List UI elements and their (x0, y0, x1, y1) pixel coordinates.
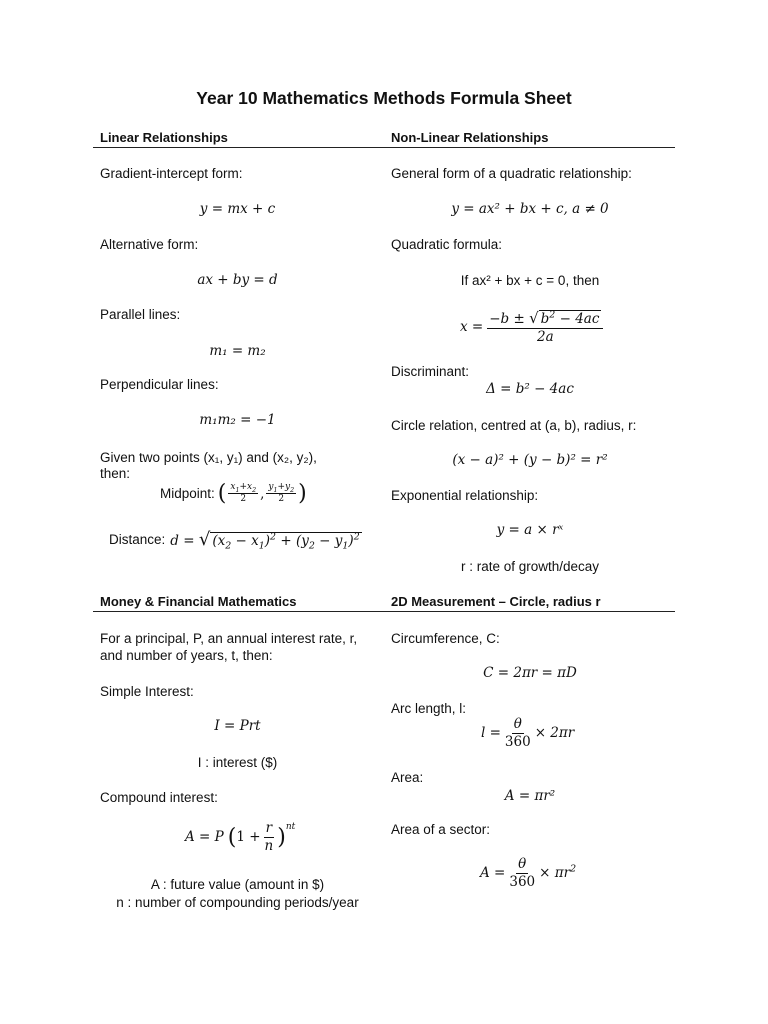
section-divider-top (93, 147, 675, 148)
gradient-intercept-formula: y = mx + c (199, 201, 276, 217)
alternative-form-label: Alternative form: (100, 237, 199, 252)
circle-relation-label: Circle relation, centred at (a, b), radius, r: (391, 418, 637, 433)
parallel-lines-label: Parallel lines: (100, 307, 181, 322)
circumference-formula: C = 2πr = πD (483, 665, 577, 681)
arc-length-label: Arc length, l: (391, 701, 467, 716)
heading-linear-relationships: Linear Relationships (100, 130, 228, 145)
money-intro-line-1: For a principal, P, an annual interest rate, r, (100, 631, 358, 646)
area-formula: A = πr² (504, 788, 556, 804)
distance-row (109, 529, 362, 550)
rate-note: r : rate of growth/decay (460, 559, 600, 574)
quadratic-formula: x = $\frac{-b \pm √ b^2 - 4ac}{2a}$ (460, 309, 605, 346)
circumference-label: Circumference, C: (391, 631, 500, 646)
exponential-label: Exponential relationship: (391, 488, 539, 503)
midpoint-row (160, 481, 307, 506)
two-points-text: Given two points (x₁, y₁) and (x₂, y₂), (100, 450, 317, 465)
future-value-note: A : future value (amount in $) (150, 877, 325, 892)
compounding-periods-note: n : number of compounding periods/year (116, 895, 359, 910)
quadratic-general-formula: y = ax² + bx + c, a ≠ 0 (451, 201, 609, 217)
sector-area-formula: A = $\frac{\theta}{360}$ × $\pi r^2$ (480, 856, 577, 890)
two-points-then: then: (100, 466, 131, 481)
circle-relation-formula: (x − a)² + (y − b)² = r² (452, 452, 608, 468)
quadratic-formula-label: Quadratic formula: (391, 237, 503, 252)
heading-non-linear-relationships: Non-Linear Relationships (391, 130, 549, 145)
section-divider-middle (93, 611, 675, 612)
compound-interest-formula: A = P ( 1 + $\frac{r}{n}$ ) nt (185, 820, 296, 854)
heading-2d-measurement: 2D Measurement – Circle, radius r (391, 594, 601, 609)
compound-interest-label: Compound interest: (100, 790, 218, 805)
arc-length-formula: l = $\frac{\theta}{360}$ × 2πr (481, 716, 575, 750)
page-title: Year 10 Mathematics Methods Formula Sheet (196, 88, 572, 108)
interest-note: I : interest ($) (197, 755, 278, 770)
gradient-intercept-label: Gradient-intercept form: (100, 166, 243, 181)
parallel-lines-formula: m₁ = m₂ (209, 343, 266, 359)
discriminant-formula: Δ = b² − 4ac (486, 381, 574, 397)
distance-label: Distance: (109, 532, 166, 547)
heading-money-financial: Money & Financial Mathematics (100, 594, 297, 609)
quadratic-general-label: General form of a quadratic relationship: (391, 166, 632, 181)
midpoint-formula: ( $\frac{x_1+x_2}{2}$ , $\frac{y_1+y_2}{2}$ ) (217, 481, 307, 506)
perpendicular-lines-label: Perpendicular lines: (100, 377, 219, 392)
money-intro-line-2: and number of years, t, then: (100, 648, 273, 663)
simple-interest-label: Simple Interest: (100, 684, 194, 699)
sector-area-label: Area of a sector: (391, 822, 491, 837)
midpoint-label: Midpoint: (160, 486, 215, 501)
quadratic-if-text: If ax² + bx + c = 0, then (460, 273, 600, 288)
distance-formula: d = √ $(x_2 - x_1)^2 + (y_2 - y_1)^2$ (170, 529, 360, 552)
exponential-formula: y = a × rˣ (496, 522, 564, 538)
simple-interest-formula: I = Prt (214, 718, 261, 734)
discriminant-label: Discriminant: (391, 364, 470, 379)
perpendicular-lines-formula: m₁m₂ = −1 (199, 412, 276, 428)
area-label: Area: (391, 770, 424, 785)
alternative-form-formula: ax + by = d (197, 272, 278, 288)
